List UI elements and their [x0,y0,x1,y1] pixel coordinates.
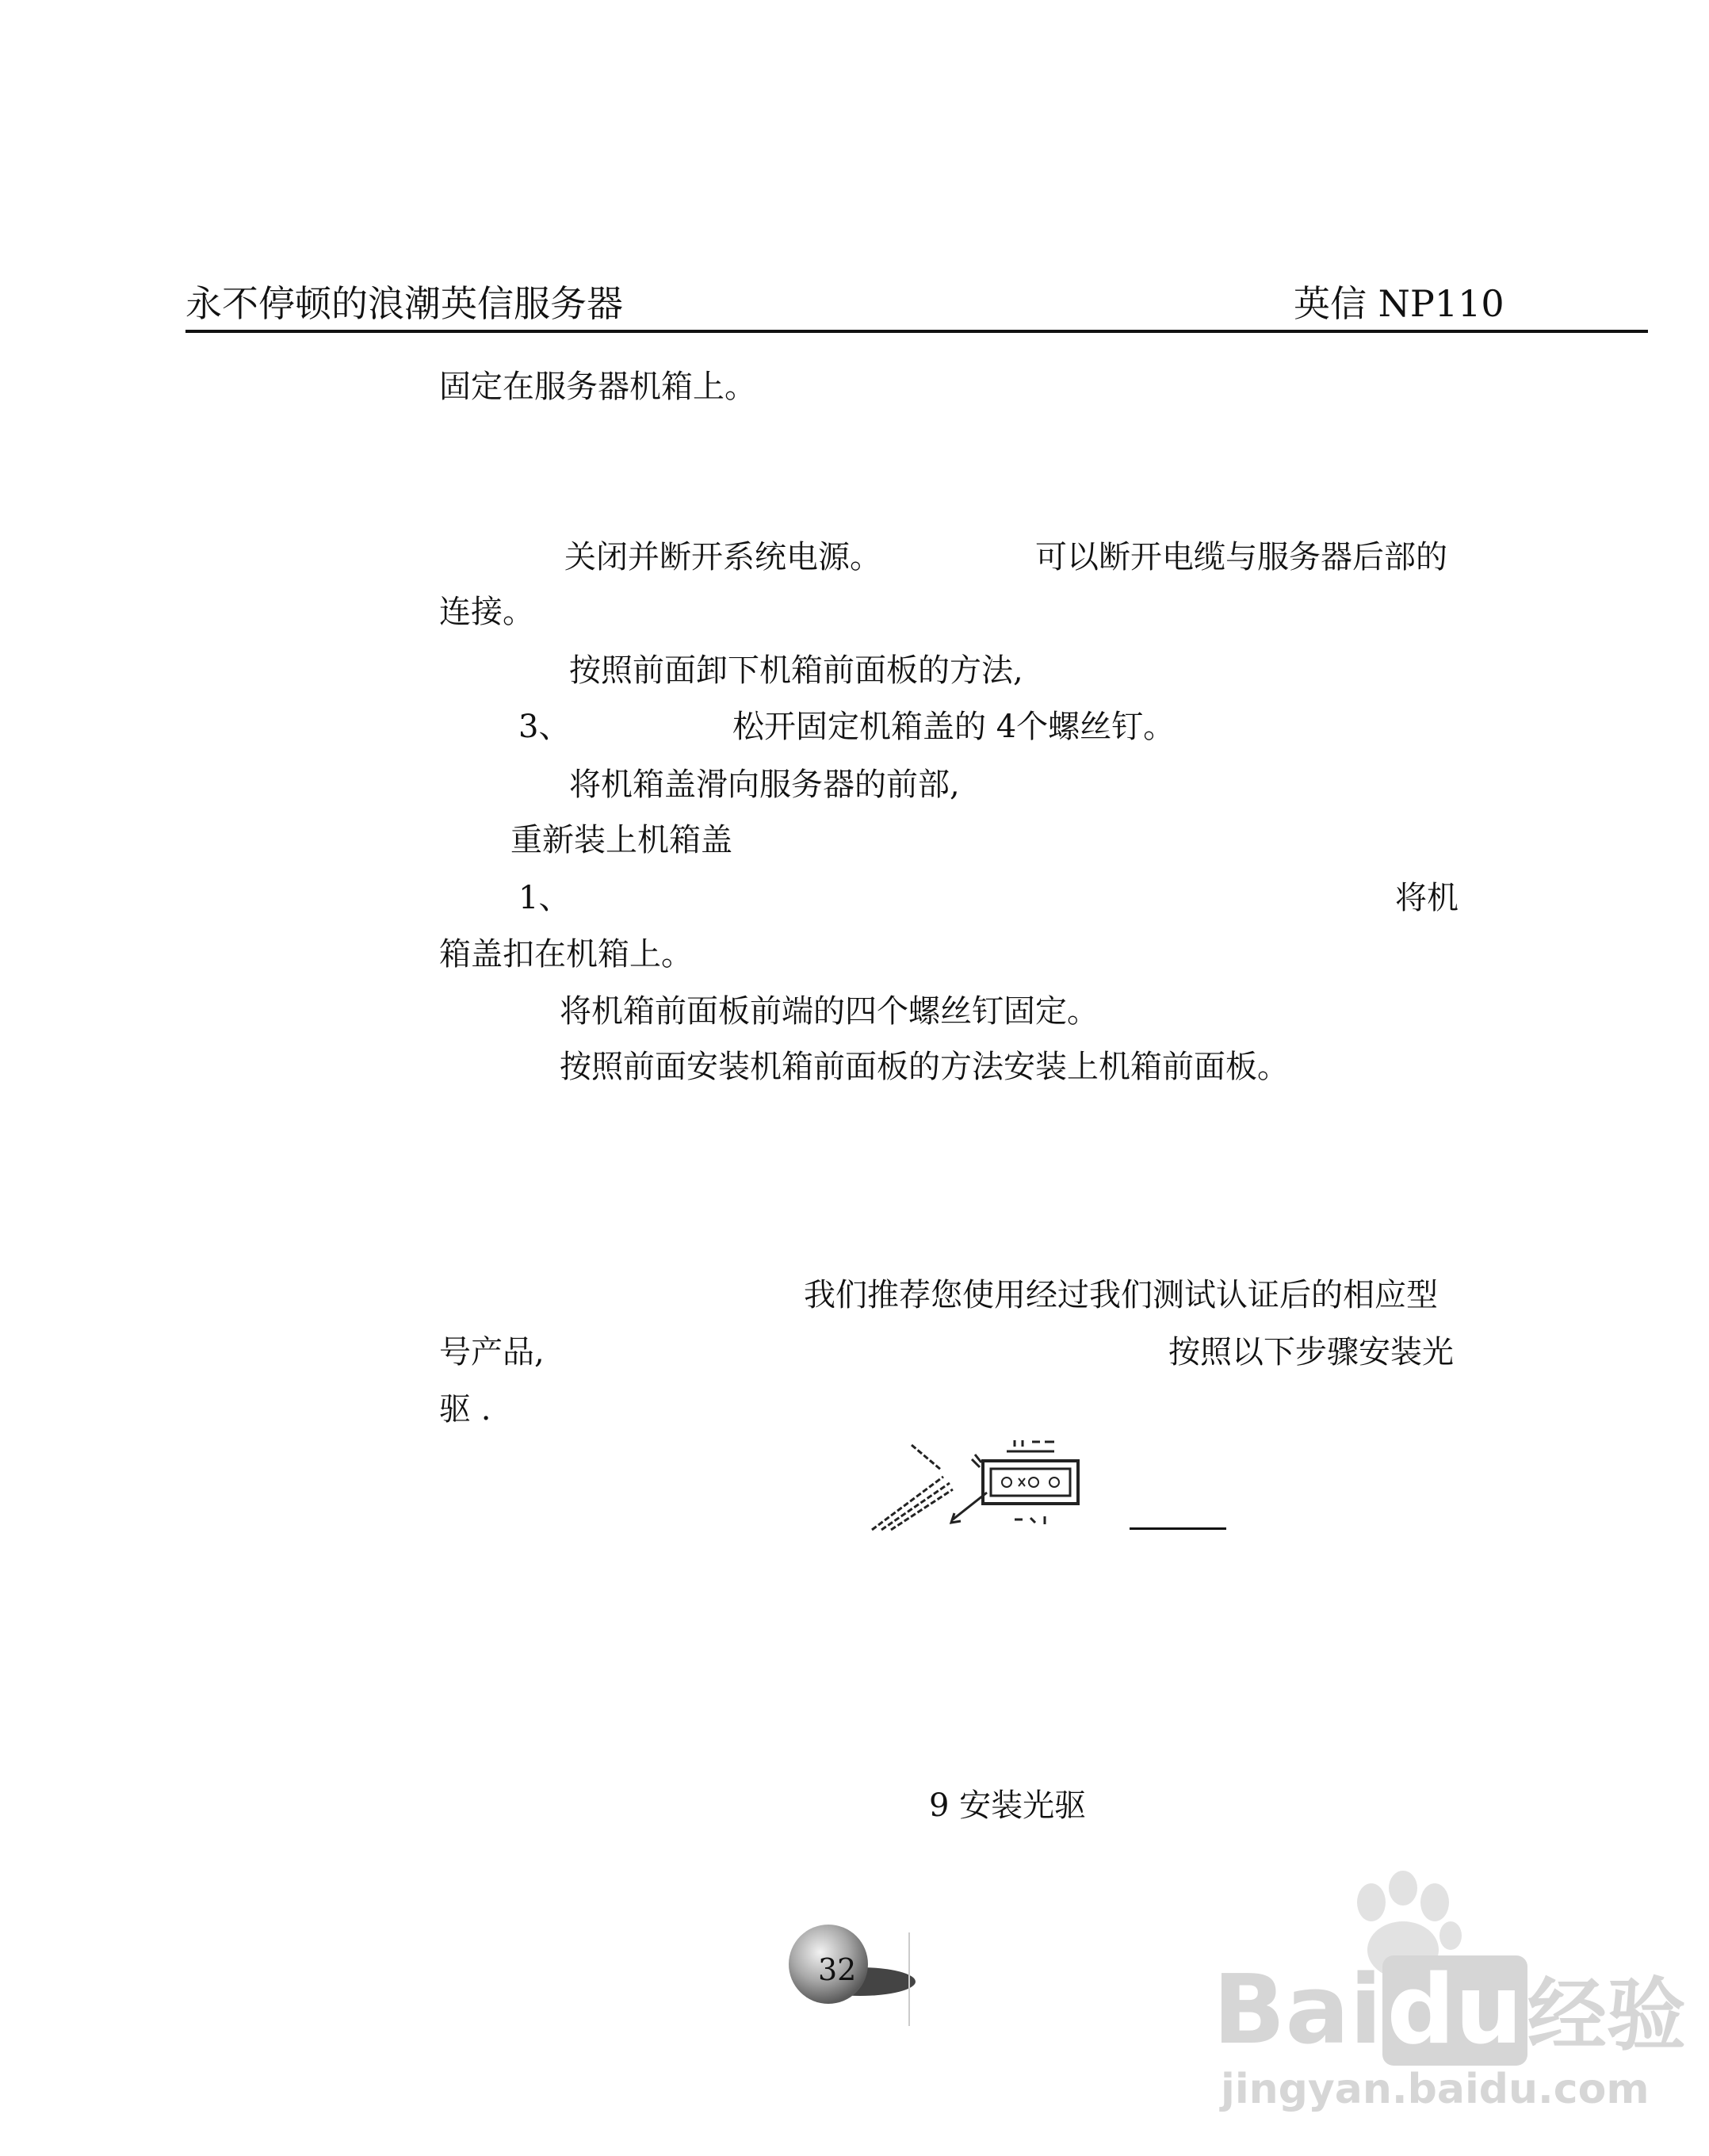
watermark-brand-b: du [1382,1955,1527,2066]
page-number: 32 [818,1952,857,1987]
body-line: 关闭并断开系统电源。 [564,539,881,575]
watermark-brand-a: Bai [1213,1955,1382,2066]
watermark-brand-c: 经验 [1527,1969,1686,2062]
section-heading: 重新装上机箱盖 [510,822,732,858]
body-line: 将机箱前面板前端的四个螺丝钉固定。 [560,993,1099,1030]
body-line: 将机 [1395,880,1459,916]
figure-caption: 9 安装光驱 [929,1787,1087,1824]
header-model: 英信 NP110 [1294,282,1504,325]
body-line: 固定在服务器机箱上。 [439,369,756,405]
body-line: 将机箱盖滑向服务器的前部, [569,766,960,803]
body-line: 按照前面安装机箱前面板的方法安装上机箱前面板。 [560,1049,1289,1085]
body-line: 可以断开电缆与服务器后部的 [1035,539,1447,575]
body-line: 箱盖扣在机箱上。 [439,936,693,973]
cdrom-install-figure [864,1431,1086,1538]
body-line: 驱 . [439,1391,491,1428]
watermark-brand [1213,1951,1686,2066]
body-line: 我们推荐您使用经过我们测试认证后的相应型 [804,1277,1438,1313]
figure-underline [1130,1527,1226,1530]
body-line: 按照前面卸下机箱前面板的方法, [569,652,1023,689]
step-number: 3、 [518,709,571,745]
footer-divider [908,1932,910,2026]
body-line: 松开固定机箱盖的 4个螺丝钉。 [732,709,1176,745]
watermark-url: jingyan.baidu.com [1221,2066,1650,2113]
header-rule [185,330,1648,333]
step-number: 1、 [518,880,571,916]
body-line: 按照以下步骤安装光 [1168,1334,1454,1370]
header-title: 永不停顿的浪潮英信服务器 [185,282,623,325]
body-line: 号产品, [439,1334,545,1370]
body-line: 连接。 [439,594,534,630]
